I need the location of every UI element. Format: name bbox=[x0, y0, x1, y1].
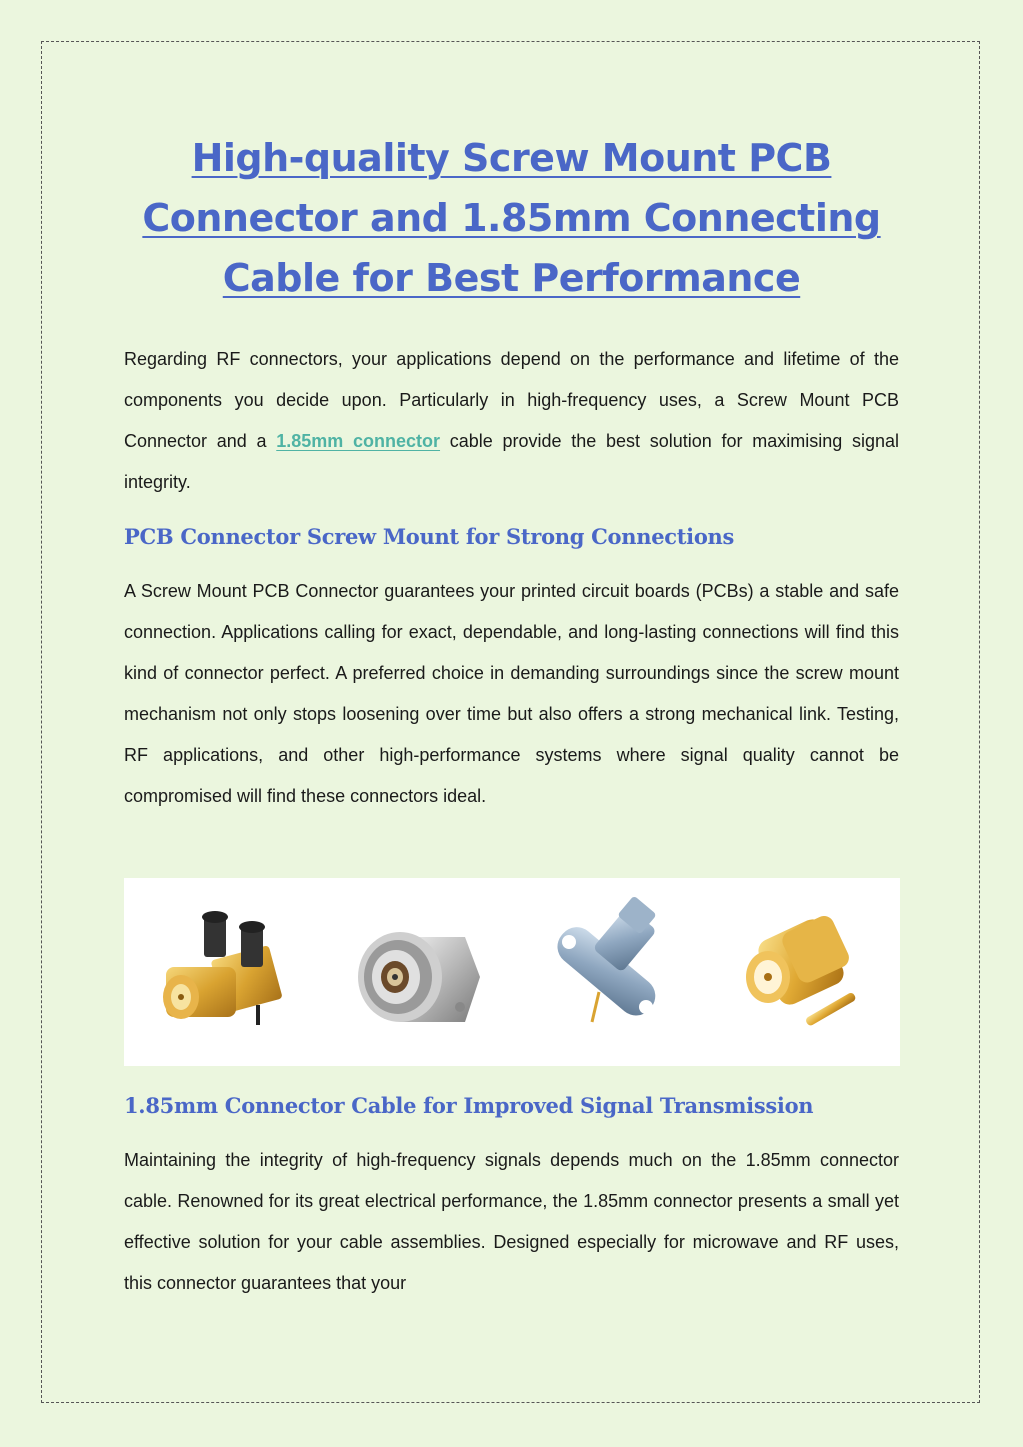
intro-text-start: Regarding RF connectors, your applications depend on the performance and lifetime of the components you decide upon. Particularly in high-frequency uses, a Screw Mount PCB Connector and a bbox=[124, 349, 899, 451]
section-heading-cable: 1.85mm Connector Cable for Improved Signal Transmission bbox=[124, 1093, 814, 1118]
intro-text-end: cable provide the best solution for maximising signal integrity. bbox=[124, 431, 899, 492]
section-body-cable: Maintaining the integrity of high-frequency signals depends much on the 1.85mm connector cable. Renowned for its great electrical performance, the 1.85mm connector presents a small yet effective solution for your cable assemblies. Designed especially for microwave and RF uses, this connector guarantees that your bbox=[124, 1150, 899, 1293]
gold-screw-mount-connector-icon bbox=[146, 887, 296, 1057]
gold-connector-with-pin-icon bbox=[728, 887, 878, 1057]
connector-link[interactable]: 1.85mm connector bbox=[276, 431, 441, 451]
product-image-strip bbox=[124, 878, 900, 1066]
section-heading-screw-mount: PCB Connector Screw Mount for Strong Connections bbox=[124, 524, 735, 549]
silver-flange-connector-icon bbox=[340, 887, 490, 1057]
two-hole-flange-connector-icon bbox=[534, 887, 684, 1057]
section-body-screw-mount: A Screw Mount PCB Connector guarantees your printed circuit boards (PCBs) a stable and safe connection. Applications calling for exact, dependable, and long-lasting connections will find this kind of connector perfect. A preferred choice in demanding surroundings since the screw mount mechanism not only stops loosening over time but also offers a strong mechanical link. Testing, RF applications, and other high-performance systems where signal quality cannot be compromised will find these connectors ideal. bbox=[124, 581, 899, 806]
page-title: High-quality Screw Mount PCB Connector and 1.85mm Connecting Cable for Best Performance bbox=[142, 136, 881, 300]
intro-paragraph bbox=[124, 339, 899, 503]
